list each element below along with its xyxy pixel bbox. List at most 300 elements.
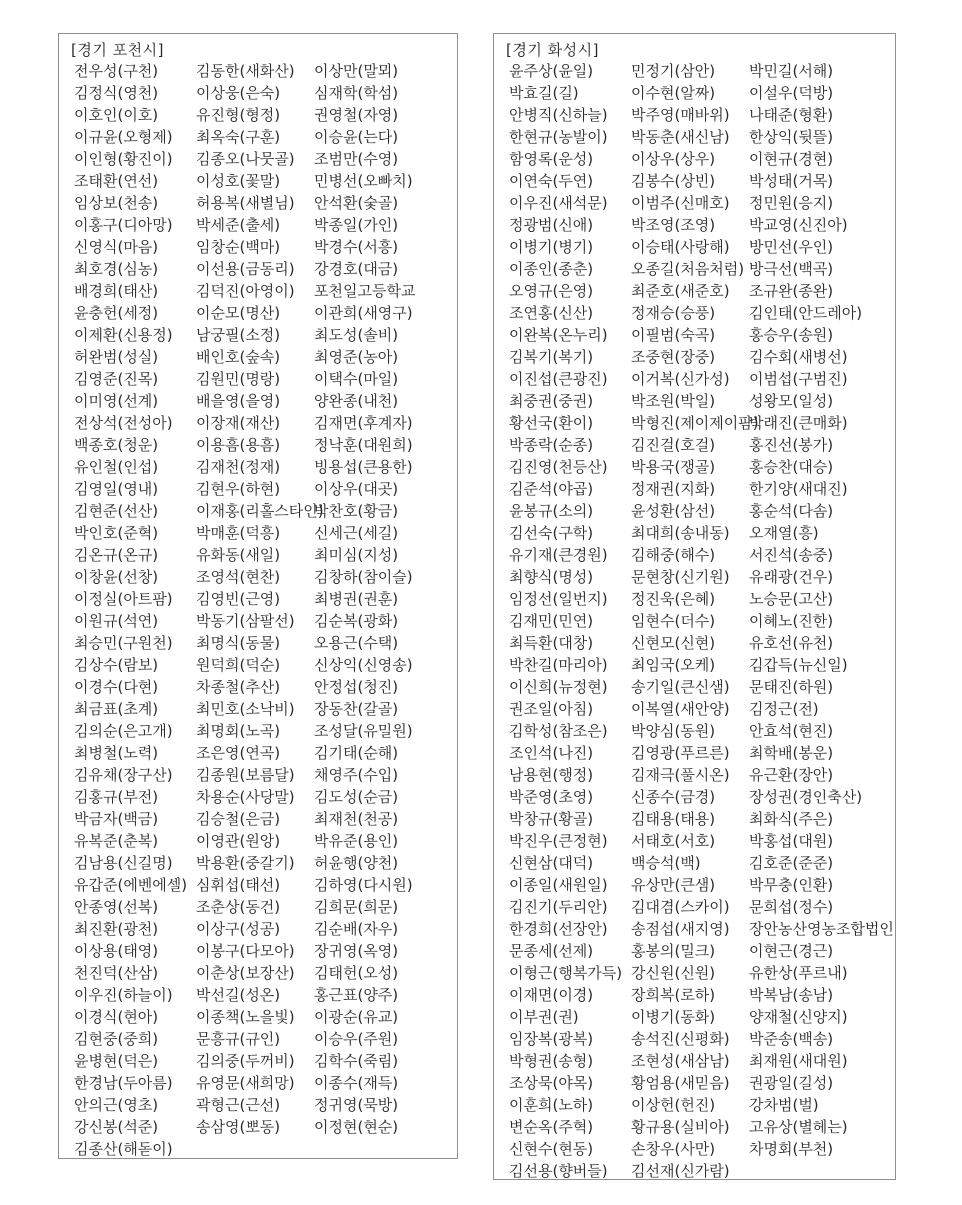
name-entry: 장동찬(갈골) xyxy=(314,700,399,718)
name-row xyxy=(509,1006,891,1028)
name-entry: 유기재(큰경원) xyxy=(509,546,608,564)
name-entry: 김기태(순해) xyxy=(314,744,399,762)
name-entry: 안의근(영초) xyxy=(74,1096,159,1114)
name-entry: 김현준(선산) xyxy=(74,502,159,520)
name-entry: 최임국(오케) xyxy=(631,656,716,674)
name-entry: 김태헌(오성) xyxy=(314,964,399,982)
name-entry: 김수회(새병선) xyxy=(749,348,848,366)
name-entry: 신영식(마음) xyxy=(74,238,159,256)
name-entry: 유상만(큰샘) xyxy=(631,876,716,894)
name-entry: 박준영(초영) xyxy=(509,788,594,806)
name-entry: 이재면(이경) xyxy=(509,986,594,1004)
name-row xyxy=(509,852,891,874)
name-entry: 박매훈(덕흥) xyxy=(196,524,281,542)
name-entry: 민정기(삼안) xyxy=(631,62,716,80)
name-row xyxy=(74,852,453,874)
name-entry: 나태준(형환) xyxy=(749,106,834,124)
name-entry: 송삼영(뽀동) xyxy=(196,1118,281,1136)
name-entry: 최학배(봉운) xyxy=(749,744,834,762)
name-entry: 이설우(덕방) xyxy=(749,84,834,102)
name-row xyxy=(509,1138,891,1160)
name-entry: 박종락(순종) xyxy=(509,436,594,454)
name-entry: 이우진(하늘이) xyxy=(74,986,173,1004)
name-entry: 이인형(황진이) xyxy=(74,150,173,168)
name-entry: 박조영(조영) xyxy=(631,216,716,234)
name-entry: 김인태(안드레아) xyxy=(749,304,863,322)
name-row xyxy=(74,390,453,412)
name-entry: 최진환(광천) xyxy=(74,920,159,938)
name-row xyxy=(74,104,453,126)
name-entry: 김해중(해수) xyxy=(631,546,716,564)
name-entry: 이상웅(은숙) xyxy=(196,84,281,102)
name-entry: 박용환(중갈기) xyxy=(196,854,295,872)
name-entry: 이종수(재득) xyxy=(314,1074,399,1092)
name-row xyxy=(509,368,891,390)
name-entry: 김원민(명랑) xyxy=(196,370,281,388)
name-row xyxy=(509,742,891,764)
name-entry: 황선국(환이) xyxy=(509,414,594,432)
name-entry: 김온규(온규) xyxy=(74,546,159,564)
name-entry: 이호인(이호) xyxy=(74,106,159,124)
name-entry: 박금자(백금) xyxy=(74,810,159,828)
name-entry: 박찬호(황금) xyxy=(314,502,399,520)
name-entry: 안효석(현진) xyxy=(749,722,834,740)
name-entry: 이부권(권) xyxy=(509,1008,579,1026)
name-entry: 신현수(현동) xyxy=(509,1140,594,1158)
name-entry: 한경희(선장안) xyxy=(509,920,608,938)
name-row xyxy=(74,478,453,500)
name-entry: 전우성(구천) xyxy=(74,62,159,80)
name-entry: 박복남(송남) xyxy=(749,986,834,1004)
name-row xyxy=(74,368,453,390)
region-title-pocheon: [경기 포천시] xyxy=(71,41,164,59)
name-entry: 김하영(다시원) xyxy=(314,876,413,894)
name-entry: 김재면(후계자) xyxy=(314,414,413,432)
name-entry: 이성호(꽃말) xyxy=(196,172,281,190)
name-row xyxy=(509,434,891,456)
name-row xyxy=(509,720,891,742)
name-entry: 이제환(신용정) xyxy=(74,326,173,344)
name-entry: 김승철(은금) xyxy=(196,810,281,828)
name-entry: 한기양(새대진) xyxy=(749,480,848,498)
name-entry: 허용복(새별님) xyxy=(196,194,295,212)
name-entry: 백종호(청운) xyxy=(74,436,159,454)
name-row xyxy=(509,544,891,566)
name-entry: 김홍규(부전) xyxy=(74,788,159,806)
name-entry: 박진우(큰정현) xyxy=(509,832,608,850)
name-entry: 김동한(새화산) xyxy=(196,62,295,80)
name-row xyxy=(74,918,453,940)
name-entry: 김영준(진목) xyxy=(74,370,159,388)
name-entry: 안병직(신하늘) xyxy=(509,106,608,124)
name-entry: 박래진(큰매화) xyxy=(749,414,848,432)
name-entry: 김현중(중희) xyxy=(74,1030,159,1048)
name-entry: 정진욱(은혜) xyxy=(631,590,716,608)
name-entry: 박용국(쟁골) xyxy=(631,458,716,476)
name-entry: 이복열(새안양) xyxy=(631,700,730,718)
name-row xyxy=(509,1072,891,1094)
name-row xyxy=(74,258,453,280)
name-entry: 정재권(지화) xyxy=(631,480,716,498)
name-row xyxy=(74,698,453,720)
name-row xyxy=(509,1028,891,1050)
name-row xyxy=(509,1050,891,1072)
name-entry: 조상묵(야목) xyxy=(509,1074,594,1092)
name-row xyxy=(74,830,453,852)
name-row xyxy=(74,214,453,236)
name-row xyxy=(509,874,891,896)
name-entry: 안정섭(청진) xyxy=(314,678,399,696)
name-entry: 신세근(세길) xyxy=(314,524,399,542)
name-entry: 배경희(태산) xyxy=(74,282,159,300)
name-row xyxy=(74,786,453,808)
name-entry: 이종책(노을빛) xyxy=(196,1008,295,1026)
name-row xyxy=(74,588,453,610)
name-entry: 김진영(천등산) xyxy=(509,458,608,476)
name-row xyxy=(509,610,891,632)
name-entry: 이필범(숙곡) xyxy=(631,326,716,344)
region-box-pocheon xyxy=(58,33,458,1159)
name-entry: 오재열(흥) xyxy=(749,524,819,542)
name-row xyxy=(509,764,891,786)
name-row xyxy=(74,962,453,984)
name-entry: 김진기(두리안) xyxy=(509,898,608,916)
name-entry: 임창순(백마) xyxy=(196,238,281,256)
name-entry: 김영일(영내) xyxy=(74,480,159,498)
name-entry: 조인석(나진) xyxy=(509,744,594,762)
name-entry: 최향식(명성) xyxy=(509,568,594,586)
name-row xyxy=(509,1160,891,1182)
name-entry: 유근환(장안) xyxy=(749,766,834,784)
name-entry: 강경호(대금) xyxy=(314,260,399,278)
name-entry: 최영준(농아) xyxy=(314,348,399,366)
name-entry: 강차범(벌) xyxy=(749,1096,819,1114)
name-entry: 조연홍(신산) xyxy=(509,304,594,322)
name-entry: 임상보(천송) xyxy=(74,194,159,212)
name-row xyxy=(74,896,453,918)
name-row xyxy=(509,984,891,1006)
name-entry: 문흥규(규인) xyxy=(196,1030,281,1048)
name-row xyxy=(509,632,891,654)
name-row xyxy=(509,478,891,500)
name-entry: 윤병현(덕은) xyxy=(74,1052,159,1070)
name-entry: 허윤행(양천) xyxy=(314,854,399,872)
name-entry: 송점섭(새지영) xyxy=(631,920,730,938)
name-entry: 최병권(권훈) xyxy=(314,590,399,608)
name-entry: 이순모(명산) xyxy=(196,304,281,322)
name-entry: 이상만(말뫼) xyxy=(314,62,399,80)
name-entry: 박형권(송형) xyxy=(509,1052,594,1070)
name-entry: 김종오(나뭇골) xyxy=(196,150,295,168)
name-entry: 양재철(신양지) xyxy=(749,1008,848,1026)
name-entry: 이경수(다현) xyxy=(74,678,159,696)
name-entry: 황엄용(새믿음) xyxy=(631,1074,730,1092)
name-entry: 박성태(거목) xyxy=(749,172,834,190)
name-entry: 유영문(새희망) xyxy=(196,1074,295,1092)
name-entry: 이봉구(다모아) xyxy=(196,942,295,960)
name-entry: 문희섭(정수) xyxy=(749,898,834,916)
name-entry: 이범섭(구범진) xyxy=(749,370,848,388)
name-entry: 유호선(유천) xyxy=(749,634,834,652)
name-entry: 고유상(별헤는) xyxy=(749,1118,848,1136)
name-entry: 차종철(추산) xyxy=(196,678,281,696)
name-row xyxy=(509,214,891,236)
name-row xyxy=(509,302,891,324)
name-entry: 채영주(수입) xyxy=(314,766,399,784)
name-row xyxy=(74,940,453,962)
name-entry: 이수현(알짜) xyxy=(631,84,716,102)
name-entry: 이연숙(두연) xyxy=(509,172,594,190)
name-entry: 박준송(백송) xyxy=(749,1030,834,1048)
name-entry: 이종일(새원일) xyxy=(509,876,608,894)
name-entry: 최금표(초계) xyxy=(74,700,159,718)
name-entry: 이장재(재산) xyxy=(196,414,281,432)
name-entry: 이완복(온누리) xyxy=(509,326,608,344)
name-entry: 배인호(숲속) xyxy=(196,348,281,366)
name-entry: 조규완(종완) xyxy=(749,282,834,300)
name-row xyxy=(509,280,891,302)
name-entry: 이신희(뉴정현) xyxy=(509,678,608,696)
name-entry: 이혜노(진한) xyxy=(749,612,834,630)
name-row xyxy=(509,104,891,126)
name-entry: 최도성(솔비) xyxy=(314,326,399,344)
name-entry: 김복기(복기) xyxy=(509,348,594,366)
name-entry: 조성달(유밀원) xyxy=(314,722,413,740)
name-entry: 권광일(길성) xyxy=(749,1074,834,1092)
name-entry: 최득환(대창) xyxy=(509,634,594,652)
name-entry: 문현창(신기원) xyxy=(631,568,730,586)
name-row xyxy=(509,830,891,852)
name-row xyxy=(509,940,891,962)
name-entry: 허완범(성실) xyxy=(74,348,159,366)
name-row xyxy=(509,566,891,588)
name-entry: 박효길(길) xyxy=(509,84,579,102)
name-entry: 조범만(수영) xyxy=(314,150,399,168)
name-entry: 심재학(학섬) xyxy=(314,84,399,102)
name-entry: 유화동(새일) xyxy=(196,546,281,564)
name-entry: 김정근(전) xyxy=(749,700,819,718)
name-entry: 유한상(푸르내) xyxy=(749,964,848,982)
name-entry: 최호경(심농) xyxy=(74,260,159,278)
name-entry: 방민선(우인) xyxy=(749,238,834,256)
name-entry: 신현모(신현) xyxy=(631,634,716,652)
name-entry: 최승민(구원천) xyxy=(74,634,173,652)
name-entry: 김준석(야곱) xyxy=(509,480,594,498)
name-row xyxy=(509,412,891,434)
name-entry: 이규윤(오형제) xyxy=(74,128,173,146)
name-entry: 김대겸(스카이) xyxy=(631,898,730,916)
name-entry: 최대희(송내동) xyxy=(631,524,730,542)
name-entry: 장희복(로하) xyxy=(631,986,716,1004)
name-entry: 전상석(전성아) xyxy=(74,414,173,432)
name-entry: 윤성환(삼선) xyxy=(631,502,716,520)
name-entry: 정낙훈(대원희) xyxy=(314,436,413,454)
name-entry: 이형근(행복가득) xyxy=(509,964,623,982)
name-entry: 김재민(민연) xyxy=(509,612,594,630)
name-row xyxy=(74,720,453,742)
name-entry: 포천일고등학교 xyxy=(314,282,416,300)
name-entry: 김진걸(호걸) xyxy=(631,436,716,454)
name-entry: 조중현(장중) xyxy=(631,348,716,366)
name-entry: 이택수(마일) xyxy=(314,370,399,388)
name-entry: 함영록(운성) xyxy=(509,150,594,168)
name-entry: 장성권(경인축산) xyxy=(749,788,863,806)
name-entry: 이현규(경현) xyxy=(749,150,834,168)
name-entry: 이관희(새영구) xyxy=(314,304,413,322)
name-entry: 노승문(고산) xyxy=(749,590,834,608)
name-row xyxy=(509,1116,891,1138)
name-entry: 최미심(지성) xyxy=(314,546,399,564)
name-entry: 박선길(성온) xyxy=(196,986,281,1004)
name-entry: 임현수(더수) xyxy=(631,612,716,630)
name-row xyxy=(509,808,891,830)
name-row xyxy=(509,654,891,676)
name-list-pocheon xyxy=(59,60,457,1160)
name-entry: 박교영(신진아) xyxy=(749,216,848,234)
name-row xyxy=(74,632,453,654)
name-entry: 김봉수(상빈) xyxy=(631,172,716,190)
name-entry: 오종길(처음처럼) xyxy=(631,260,745,278)
name-entry: 양완종(내천) xyxy=(314,392,399,410)
name-row xyxy=(509,588,891,610)
name-entry: 박민길(서해) xyxy=(749,62,834,80)
name-entry: 김순배(자우) xyxy=(314,920,399,938)
name-row xyxy=(74,1072,453,1094)
name-row xyxy=(74,280,453,302)
name-entry: 김순복(광화) xyxy=(314,612,399,630)
name-row xyxy=(74,126,453,148)
name-entry: 배을영(을영) xyxy=(196,392,281,410)
name-entry: 홍진선(봉가) xyxy=(749,436,834,454)
name-entry: 박동춘(새신남) xyxy=(631,128,730,146)
name-entry: 송석진(신평화) xyxy=(631,1030,730,1048)
name-entry: 박세준(출세) xyxy=(196,216,281,234)
name-row xyxy=(74,82,453,104)
name-row xyxy=(509,698,891,720)
name-row xyxy=(74,764,453,786)
name-row xyxy=(74,170,453,192)
name-entry: 권조일(아침) xyxy=(509,700,594,718)
name-entry: 이훈희(노하) xyxy=(509,1096,594,1114)
name-entry: 서태호(서호) xyxy=(631,832,716,850)
name-entry: 곽형근(근선) xyxy=(196,1096,281,1114)
name-entry: 임장복(광복) xyxy=(509,1030,594,1048)
name-entry: 이광순(유교) xyxy=(314,1008,399,1026)
name-row xyxy=(509,456,891,478)
name-entry: 이종인(종춘) xyxy=(509,260,594,278)
name-entry: 안종영(선복) xyxy=(74,898,159,916)
name-entry: 이병기(동화) xyxy=(631,1008,716,1026)
name-entry: 홍승찬(대승) xyxy=(749,458,834,476)
name-entry: 최재원(새대원) xyxy=(749,1052,848,1070)
name-row xyxy=(74,324,453,346)
name-entry: 김재천(정재) xyxy=(196,458,281,476)
name-entry: 최명식(동물) xyxy=(196,634,281,652)
name-entry: 문종세(선제) xyxy=(509,942,594,960)
name-entry: 조춘상(동건) xyxy=(196,898,281,916)
name-entry: 신종수(금경) xyxy=(631,788,716,806)
name-entry: 김덕진(아영이) xyxy=(196,282,295,300)
name-row xyxy=(74,610,453,632)
name-row xyxy=(74,1006,453,1028)
name-entry: 이춘상(보장산) xyxy=(196,964,295,982)
name-entry: 한현규(농발이) xyxy=(509,128,608,146)
name-row xyxy=(509,192,891,214)
name-entry: 윤충헌(세정) xyxy=(74,304,159,322)
name-entry: 박경수(서흥) xyxy=(314,238,399,256)
name-entry: 김남용(신길명) xyxy=(74,854,173,872)
name-entry: 조태환(연선) xyxy=(74,172,159,190)
name-row xyxy=(74,412,453,434)
name-entry: 김도성(순금) xyxy=(314,788,399,806)
name-entry: 이재홍(리홀스타인) xyxy=(196,502,324,520)
name-row xyxy=(74,874,453,896)
name-entry: 이상헌(헌진) xyxy=(631,1096,716,1114)
name-entry: 최중권(중권) xyxy=(509,392,594,410)
name-entry: 장안농산영농조합법인 xyxy=(749,920,894,938)
name-row xyxy=(509,390,891,412)
name-entry: 이상용(태영) xyxy=(74,942,159,960)
name-row xyxy=(74,1116,453,1138)
name-row xyxy=(74,566,453,588)
name-entry: 박유준(용인) xyxy=(314,832,399,850)
name-row xyxy=(74,456,453,478)
name-entry: 안석환(숯골) xyxy=(314,194,399,212)
name-entry: 서진석(송중) xyxy=(749,546,834,564)
name-row xyxy=(74,500,453,522)
name-row xyxy=(509,148,891,170)
name-entry: 차용순(사당말) xyxy=(196,788,295,806)
name-entry: 이원규(석연) xyxy=(74,612,159,630)
name-row xyxy=(74,984,453,1006)
name-entry: 김창하(참이슬) xyxy=(314,568,413,586)
name-row xyxy=(74,236,453,258)
name-entry: 이진섭(큰광진) xyxy=(509,370,608,388)
name-row xyxy=(509,962,891,984)
name-row xyxy=(74,742,453,764)
name-entry: 최화식(주은) xyxy=(749,810,834,828)
name-entry: 이승윤(는다) xyxy=(314,128,399,146)
name-row xyxy=(74,676,453,698)
name-entry: 이범주(신매호) xyxy=(631,194,730,212)
name-entry: 민병선(오빠치) xyxy=(314,172,413,190)
name-row xyxy=(509,500,891,522)
name-entry: 김선재(신가람) xyxy=(631,1162,730,1180)
name-entry: 박조원(박일) xyxy=(631,392,716,410)
name-entry: 김갑득(뉴신일) xyxy=(749,656,848,674)
name-entry: 박인호(준혁) xyxy=(74,524,159,542)
name-row xyxy=(509,522,891,544)
name-entry: 정민원(응지) xyxy=(749,194,834,212)
name-row xyxy=(509,786,891,808)
name-entry: 홍순석(다솜) xyxy=(749,502,834,520)
name-entry: 이상구(성공) xyxy=(196,920,281,938)
name-entry: 변순옥(주혁) xyxy=(509,1118,594,1136)
name-entry: 차명회(부천) xyxy=(749,1140,834,1158)
name-entry: 김호준(준준) xyxy=(749,854,834,872)
name-entry: 이영관(원앙) xyxy=(196,832,281,850)
name-entry: 김종원(보름달) xyxy=(196,766,295,784)
name-entry: 정광범(신애) xyxy=(509,216,594,234)
name-entry: 이정실(아트팜) xyxy=(74,590,173,608)
name-row xyxy=(74,1094,453,1116)
name-entry: 박주영(매바위) xyxy=(631,106,730,124)
name-entry: 강신원(신원) xyxy=(631,964,716,982)
name-entry: 김의순(은고개) xyxy=(74,722,173,740)
name-entry: 방극선(백곡) xyxy=(749,260,834,278)
name-row xyxy=(74,302,453,324)
name-entry: 윤봉규(소의) xyxy=(509,502,594,520)
